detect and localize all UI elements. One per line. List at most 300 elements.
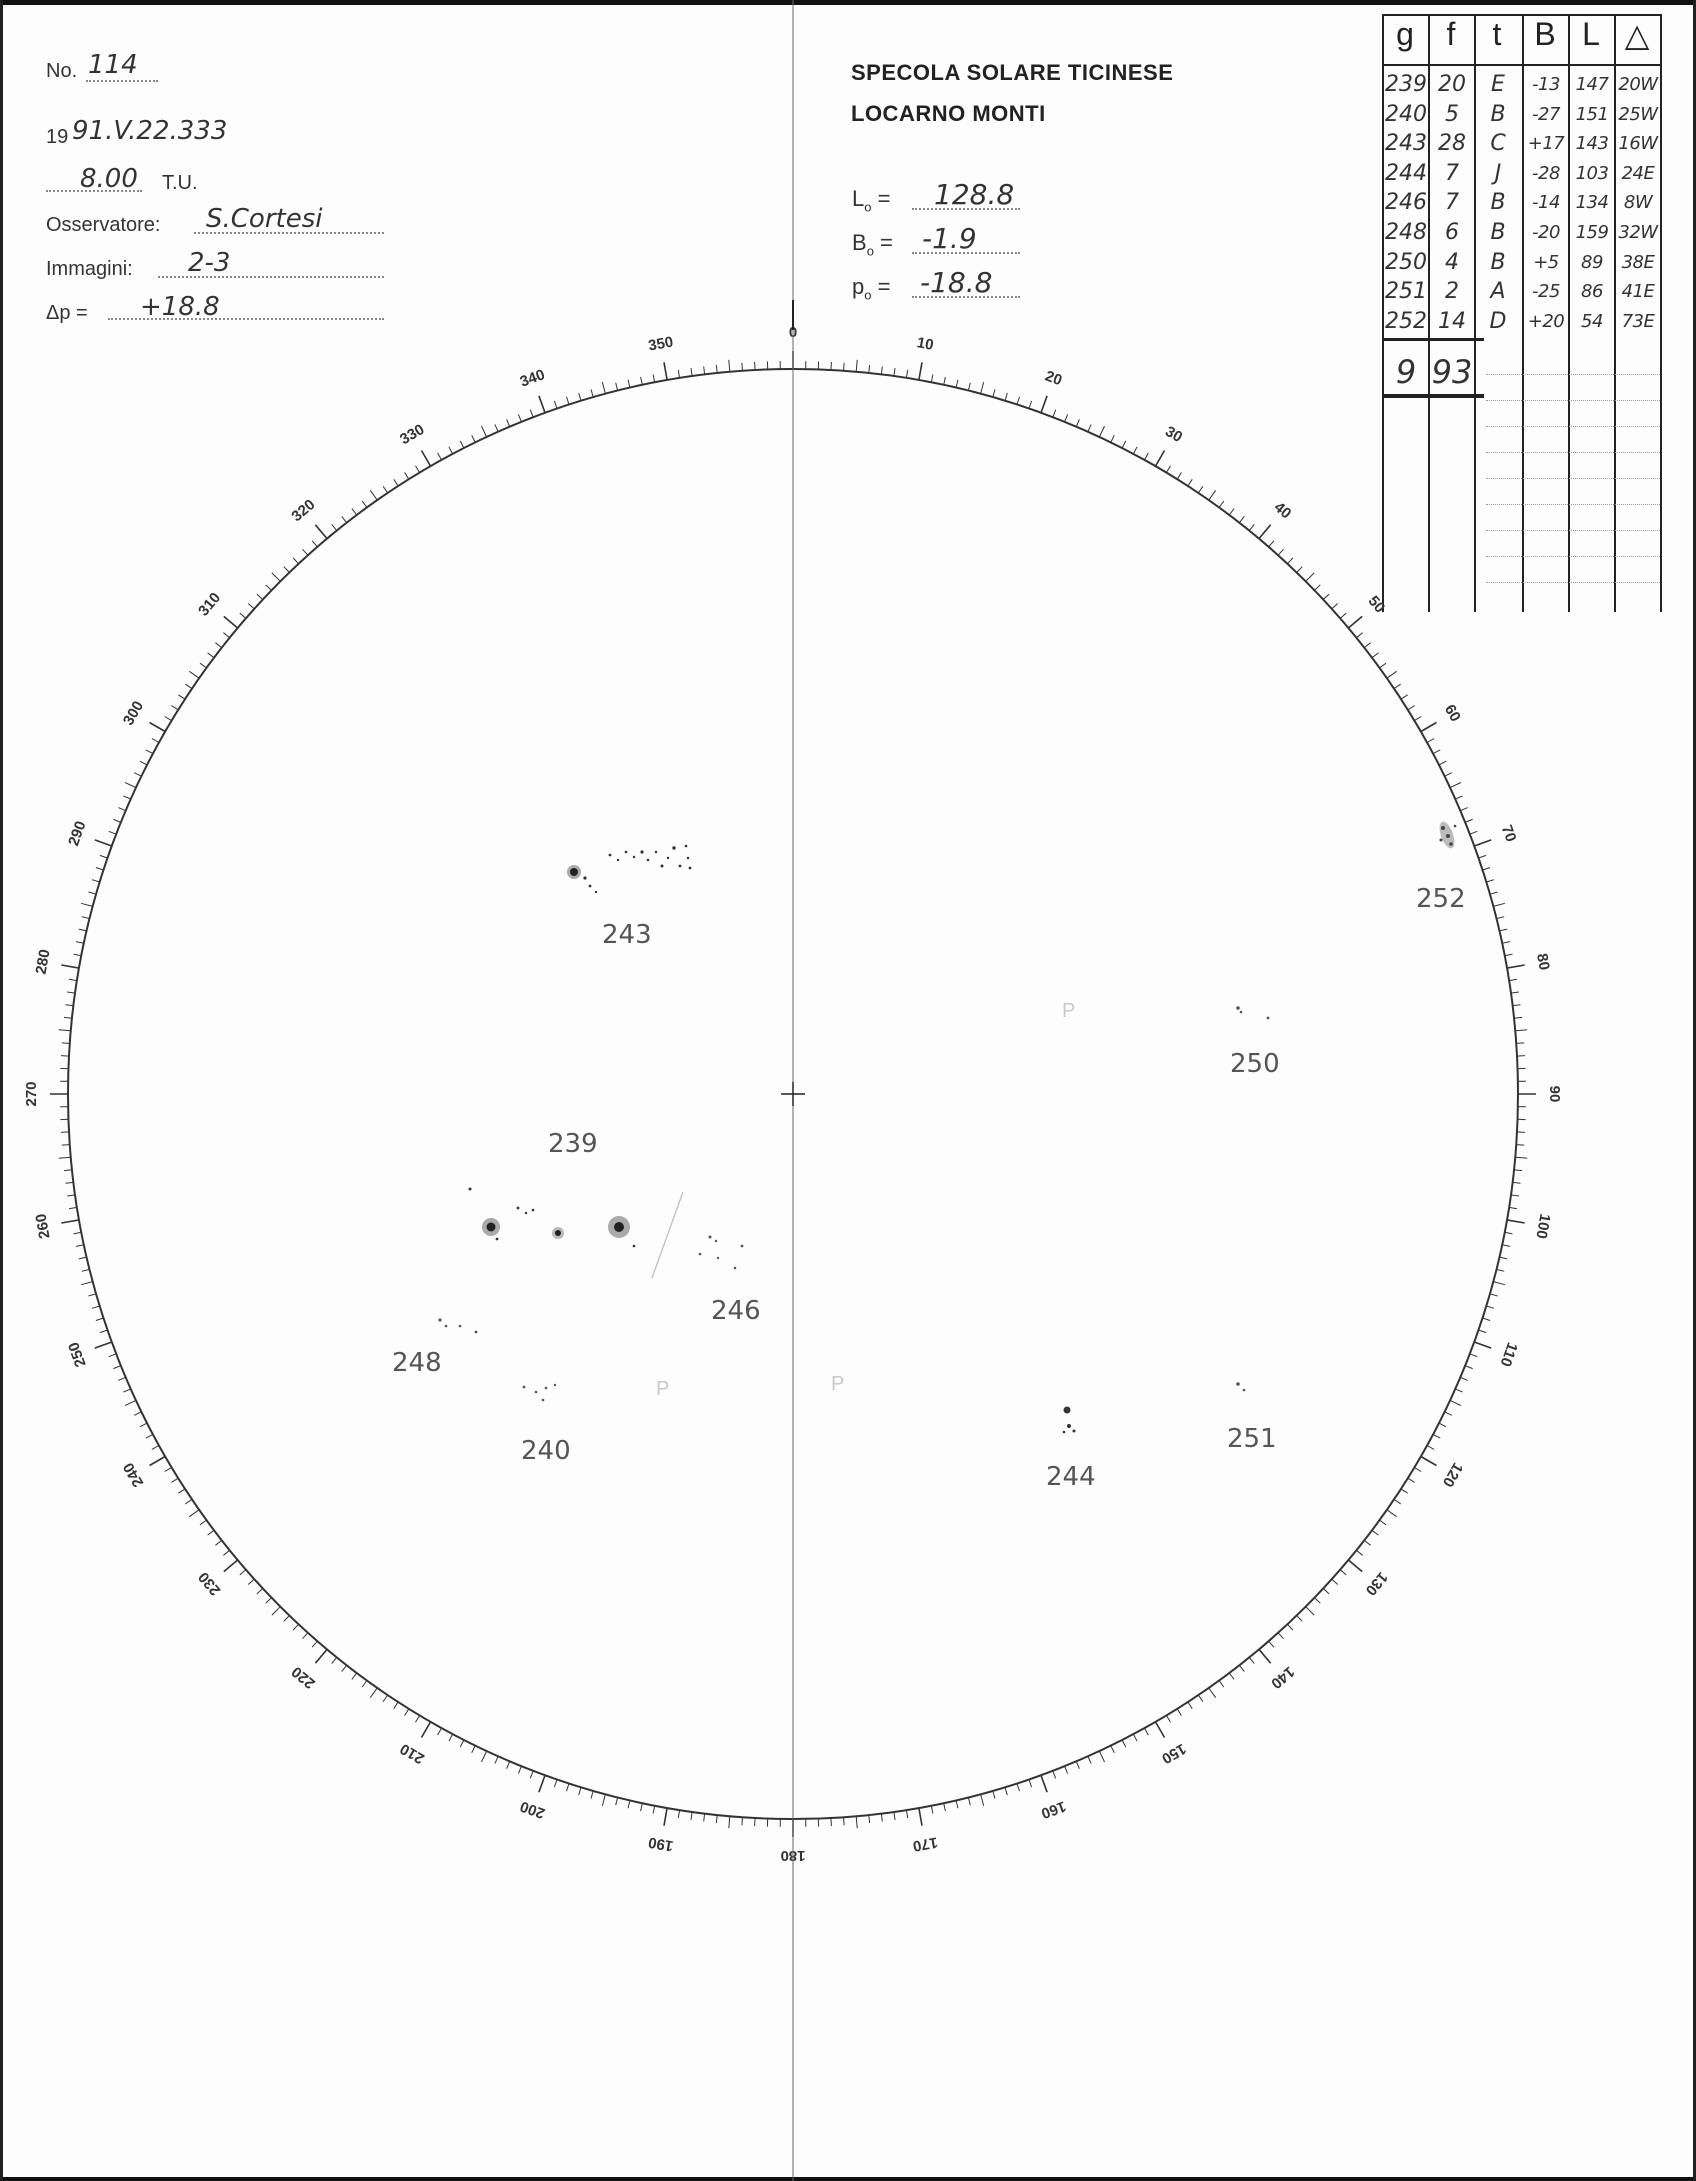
dial-tick [1323, 1588, 1329, 1594]
dial-tick [869, 365, 870, 373]
dial-label: 240 [119, 1459, 148, 1490]
dial-tick [95, 1342, 112, 1348]
dial-tick [88, 892, 96, 894]
dial-tick [215, 1540, 221, 1545]
dial-tick [422, 1722, 431, 1738]
table-cell: 25W [1618, 103, 1658, 125]
dial-tick [495, 424, 498, 431]
dial-label: 350 [647, 333, 675, 355]
dial-tick [303, 1633, 308, 1639]
dial-tick [1029, 1780, 1032, 1788]
table-cell: 38E [1621, 251, 1655, 273]
dial-tick [223, 633, 229, 638]
group-label-243: 243 [602, 920, 652, 950]
dial-tick [1372, 653, 1378, 658]
dial-tick [1517, 1132, 1525, 1133]
dial-tick [223, 1550, 229, 1555]
dial-tick [1269, 541, 1274, 547]
table-cell: 147 [1575, 74, 1609, 95]
dial-tick [869, 1815, 870, 1823]
dial-tick [1259, 1649, 1271, 1663]
dial-label: 180 [780, 1847, 806, 1865]
dial-tick [189, 1510, 199, 1517]
dial-tick [1515, 1157, 1527, 1158]
table-cell: 243 [1385, 131, 1427, 157]
dial-tick [1076, 419, 1079, 426]
dial-label: 90 [1546, 1085, 1564, 1103]
dial-label: 210 [397, 1739, 428, 1768]
dial-label: 0 [788, 323, 798, 341]
dial-tick [64, 1017, 72, 1018]
dial-tick [579, 393, 581, 401]
dial-tick [518, 414, 521, 421]
table-cell: 7 [1445, 190, 1459, 216]
dial-tick [482, 426, 487, 437]
dial-tick [507, 419, 510, 426]
dial-tick [140, 761, 147, 765]
dial-label: 270 [22, 1081, 40, 1107]
dial-tick [1427, 739, 1434, 743]
dial-tick [1515, 1030, 1527, 1031]
spots-243 [567, 845, 691, 894]
dial-tick [1287, 558, 1293, 564]
dial-tick [315, 1649, 327, 1663]
dial-tick [1315, 585, 1321, 591]
table-cell: 89 [1581, 251, 1603, 273]
dial-tick [856, 360, 857, 372]
dial-tick [1511, 1195, 1519, 1196]
dial-tick [844, 1817, 845, 1825]
dial-tick [240, 613, 246, 618]
dial-tick [1348, 616, 1362, 628]
dial-tick [383, 1695, 388, 1702]
dial-tick [919, 1808, 922, 1826]
dial-tick [1229, 1673, 1234, 1679]
dial-label: 340 [517, 366, 548, 391]
dial-tick [59, 1157, 71, 1158]
dial-tick [200, 1520, 207, 1525]
dial-tick [881, 1814, 882, 1822]
dial-tick [171, 1478, 178, 1482]
number-value: 114 [88, 50, 138, 80]
dp-value: +18.8 [140, 292, 220, 322]
dial-tick [1372, 1530, 1378, 1535]
faint-p-mark: P [1062, 1000, 1076, 1022]
dial-tick [383, 486, 388, 493]
dial-tick [742, 363, 743, 371]
observer-label: Osservatore: [46, 214, 161, 236]
dial-tick [1474, 1342, 1491, 1348]
table-cell: 143 [1575, 133, 1609, 155]
dial-label: 30 [1162, 423, 1186, 447]
table-cell: 151 [1575, 103, 1609, 125]
dial-tick [894, 368, 895, 376]
dial-tick [113, 1366, 120, 1369]
dial-tick [1356, 633, 1362, 638]
dp-label: Δp = [46, 302, 88, 324]
group-label-244: 244 [1046, 1462, 1096, 1492]
dial-tick [362, 501, 367, 508]
dial-tick [1177, 472, 1181, 479]
dial-tick [1387, 1510, 1397, 1517]
dial-tick [1455, 1389, 1462, 1392]
spots-252 [1437, 820, 1458, 850]
table-cell: 6 [1445, 220, 1459, 245]
dial-tick [109, 831, 117, 834]
dial-tick [1507, 965, 1525, 968]
dial-tick [67, 992, 75, 993]
group-label-252: 252 [1416, 884, 1466, 914]
observer-value: S.Cortesi [206, 204, 323, 234]
dial-tick [1505, 954, 1513, 956]
dial-tick [342, 516, 347, 522]
dial-tick [1219, 1681, 1224, 1688]
dial-tick [81, 903, 93, 906]
dial-tick [1465, 1366, 1472, 1369]
dial-tick [1229, 509, 1234, 515]
dial-tick [1450, 1400, 1461, 1405]
dial-tick [1198, 486, 1203, 493]
dial-tick [1287, 1624, 1293, 1630]
table-cell: 2 [1445, 279, 1459, 305]
group-label-246: 246 [711, 1296, 761, 1326]
dial-tick [76, 942, 84, 944]
dial-tick [518, 1766, 521, 1773]
dial-label: 330 [397, 420, 428, 449]
table-cell: 103 [1575, 162, 1609, 184]
dial-label: 60 [1440, 701, 1464, 725]
dial-tick [1474, 840, 1491, 846]
dial-tick [134, 773, 141, 777]
dial-tick [352, 1673, 357, 1679]
dial-label: 50 [1364, 592, 1389, 617]
dial-tick [567, 397, 570, 405]
dial-tick [332, 1657, 337, 1663]
dial-label: 20 [1042, 367, 1065, 390]
dial-tick [1099, 426, 1104, 437]
table-cell: 54 [1581, 310, 1603, 332]
dial-tick [1122, 1740, 1126, 1747]
dial-label: 260 [32, 1212, 54, 1240]
dial-tick [931, 1806, 933, 1814]
table-cell: -25 [1532, 281, 1560, 303]
dial-tick [1076, 1761, 1079, 1768]
time-value: 8.00 [80, 164, 138, 194]
table-cell: 86 [1581, 281, 1603, 303]
dial-tick [1427, 1446, 1434, 1450]
dial-tick [1156, 451, 1165, 467]
dial-tick [1041, 396, 1047, 413]
dial-tick [1380, 1520, 1387, 1525]
dial-tick [1269, 1641, 1274, 1647]
dial-label: 40 [1270, 498, 1295, 523]
dial-tick [1401, 695, 1408, 699]
dial-tick [240, 1570, 246, 1575]
dial-tick [150, 723, 166, 732]
dial-tick [993, 389, 995, 397]
table-cell: 248 [1385, 220, 1427, 245]
dial-tick [1450, 783, 1461, 788]
dial-tick [1497, 1269, 1505, 1271]
dial-tick [1239, 1665, 1244, 1671]
dial-tick [460, 1740, 464, 1747]
dial-tick [881, 367, 882, 375]
dial-tick [189, 671, 199, 678]
dial-tick [1502, 942, 1510, 944]
dial-tick [530, 410, 533, 418]
observatory-location: LOCARNO MONTI [851, 101, 1046, 126]
dial-tick [653, 375, 655, 383]
dial-tick [1041, 1775, 1047, 1792]
faint-p-mark: P [656, 1378, 670, 1400]
table-cell: C [1490, 131, 1506, 157]
spots-239 [469, 1188, 636, 1248]
dial-tick [100, 1330, 108, 1333]
dial-tick [729, 1816, 730, 1828]
images-value: 2-3 [188, 248, 231, 278]
dial-tick [1053, 1771, 1056, 1779]
dial-tick [1340, 613, 1346, 618]
dial-tick [1005, 1787, 1007, 1795]
B0-label: $B_o$ = [852, 230, 893, 259]
dial-tick [981, 1794, 984, 1806]
spots-240 [523, 1384, 557, 1401]
header-L: L [1582, 16, 1600, 52]
dial-tick [1387, 671, 1397, 678]
dial-tick [1122, 441, 1126, 448]
dial-tick [405, 1709, 409, 1716]
dial-tick [61, 1056, 69, 1057]
total-spots: 93 [1431, 353, 1473, 391]
dial-label: 200 [517, 1797, 548, 1822]
dial-tick [1490, 892, 1498, 894]
dial-tick [1297, 567, 1303, 573]
dial-tick [64, 1170, 72, 1171]
dial-tick [729, 360, 730, 372]
dial-label: 100 [1532, 1212, 1554, 1240]
dial-tick [1439, 761, 1446, 765]
dial-tick [1433, 1434, 1440, 1438]
dial-tick [704, 367, 705, 375]
dial-tick [82, 1269, 90, 1271]
dial-tick [1421, 1457, 1437, 1466]
dial-tick [224, 616, 238, 628]
dial-tick [109, 1354, 117, 1357]
dial-label: 10 [915, 334, 935, 354]
dial-label: 170 [911, 1833, 939, 1855]
dial-tick [123, 796, 130, 799]
dial-tick [1380, 663, 1387, 668]
dial-tick [968, 383, 970, 391]
dial-tick [1445, 1412, 1452, 1416]
dial-tick [1499, 929, 1507, 931]
B0-value: -1.9 [922, 222, 977, 255]
date-value: 91.V.22.333 [72, 116, 228, 146]
dial-tick [539, 396, 545, 413]
table-cell: -28 [1532, 162, 1560, 184]
dial-tick [831, 1818, 832, 1826]
table-cell: 73E [1621, 310, 1655, 332]
dial-tick [370, 490, 377, 500]
header-f: f [1446, 16, 1456, 52]
dial-tick [1513, 1005, 1521, 1006]
dial-tick [1408, 706, 1415, 710]
dial-tick [1507, 1220, 1525, 1223]
date-prefix: 19 [46, 126, 69, 148]
dial-tick [67, 1195, 75, 1196]
table-cell: +17 [1527, 133, 1565, 155]
dial-tick [1356, 1550, 1362, 1555]
dial-tick [664, 362, 667, 380]
dial-tick [1306, 1607, 1314, 1615]
dial-tick [1394, 684, 1401, 689]
table-cell: -14 [1532, 192, 1560, 214]
dial-tick [69, 979, 77, 980]
table-cell: 239 [1385, 72, 1427, 97]
time-unit: T.U. [162, 172, 198, 194]
dial-tick [416, 466, 420, 473]
dial-tick [530, 1771, 533, 1779]
dial-tick [165, 1467, 172, 1471]
table-cell: 251 [1385, 279, 1427, 305]
group-divider-stroke [652, 1192, 683, 1278]
dial-tick [312, 541, 317, 547]
dial-tick [438, 453, 442, 460]
table-cell: 20W [1618, 74, 1658, 95]
table-cell: 41E [1621, 281, 1655, 303]
dial-tick [293, 1624, 299, 1630]
dial-tick [152, 739, 159, 743]
dial-tick [1053, 410, 1056, 418]
dial-tick [1470, 831, 1478, 834]
dial-tick [178, 1489, 185, 1493]
dial-tick [653, 1806, 655, 1814]
dial-tick [641, 377, 643, 385]
dial-tick [1145, 453, 1149, 460]
table-cell: 20 [1438, 72, 1466, 97]
dial-tick [1348, 1560, 1362, 1572]
dial-tick [906, 1810, 907, 1818]
dial-tick [856, 1816, 857, 1828]
dial-tick [123, 1389, 130, 1392]
dial-tick [185, 1499, 192, 1504]
total-groups: 9 [1395, 353, 1417, 391]
dial-tick [1297, 1616, 1303, 1622]
spots-244 [1063, 1407, 1076, 1434]
dial-tick [82, 917, 90, 919]
dial-tick [1111, 435, 1115, 442]
dial-tick [284, 567, 290, 573]
dial-tick [422, 451, 431, 467]
table-cell: 250 [1385, 249, 1427, 275]
dial-tick [74, 1232, 82, 1234]
table-cell: 134 [1575, 192, 1609, 214]
dial-tick [1364, 1540, 1370, 1545]
dial-tick [1278, 549, 1283, 555]
dial-label: 80 [1533, 952, 1553, 972]
dial-tick [1166, 1715, 1170, 1722]
images-label: Immagini: [46, 258, 133, 280]
dial-tick [394, 479, 398, 486]
dial-tick [1470, 1354, 1478, 1357]
dial-tick [993, 1791, 995, 1799]
dial-tick [59, 1030, 71, 1031]
table-cell: +20 [1527, 310, 1565, 332]
dial-tick [944, 377, 946, 385]
table-cell: D [1489, 308, 1507, 334]
dial-tick [272, 1607, 280, 1615]
dial-tick [1493, 903, 1505, 906]
table-cell: E [1491, 72, 1505, 97]
table-cell: A [1490, 279, 1506, 305]
dial-tick [370, 1688, 377, 1698]
dial-label: 110 [1496, 1340, 1521, 1369]
dial-tick [1133, 447, 1137, 454]
dial-tick [1421, 723, 1437, 732]
dial-tick [678, 370, 679, 378]
dial-tick [315, 525, 327, 539]
dial-tick [74, 954, 82, 956]
dial-label: 250 [65, 1339, 90, 1370]
dial-tick [1188, 479, 1192, 486]
dial-tick [150, 1457, 166, 1466]
dial-tick [664, 1808, 667, 1826]
dial-tick [1414, 717, 1421, 721]
L0-label: $L_o$ = [852, 186, 891, 215]
dial-tick [61, 1220, 79, 1223]
dial-tick [1483, 1318, 1491, 1321]
dial-tick [293, 558, 299, 564]
table-cell: +5 [1533, 251, 1559, 273]
dial-tick [1005, 393, 1007, 401]
observatory-name: SPECOLA SOLARE TICINESE [851, 60, 1174, 85]
dial-tick [248, 604, 254, 609]
dial-tick [1088, 1756, 1091, 1763]
dial-tick [312, 1641, 317, 1647]
dial-tick [1465, 819, 1472, 822]
dial-tick [906, 370, 907, 378]
dial-tick [539, 1775, 545, 1792]
dial-tick [554, 401, 557, 409]
dial-tick [146, 1434, 153, 1438]
table-cell: 252 [1385, 308, 1427, 334]
group-label-250: 250 [1230, 1049, 1280, 1079]
dial-tick [460, 441, 464, 448]
dial-tick [208, 653, 214, 658]
dial-tick [92, 880, 100, 882]
dial-tick [981, 382, 984, 394]
dial-tick [113, 819, 120, 822]
spots-251 [1236, 1382, 1245, 1391]
dial-tick [171, 706, 178, 710]
dial-tick [1315, 1598, 1321, 1604]
table-cell: -27 [1532, 103, 1560, 125]
dial-tick [61, 1132, 69, 1133]
spots-248 [438, 1318, 477, 1333]
dial-tick [118, 1377, 125, 1380]
dial-tick [62, 1145, 70, 1146]
table-cell: 32W [1618, 222, 1658, 243]
dial-tick [248, 1579, 254, 1584]
dial-tick [1445, 773, 1452, 777]
dial-tick [1239, 516, 1244, 522]
dial-label: 290 [65, 818, 90, 849]
group-label-248: 248 [392, 1348, 442, 1378]
dial-tick [704, 1814, 705, 1822]
dial-tick [224, 1560, 238, 1572]
dial-tick [352, 509, 357, 515]
dial-tick [1509, 1207, 1517, 1208]
